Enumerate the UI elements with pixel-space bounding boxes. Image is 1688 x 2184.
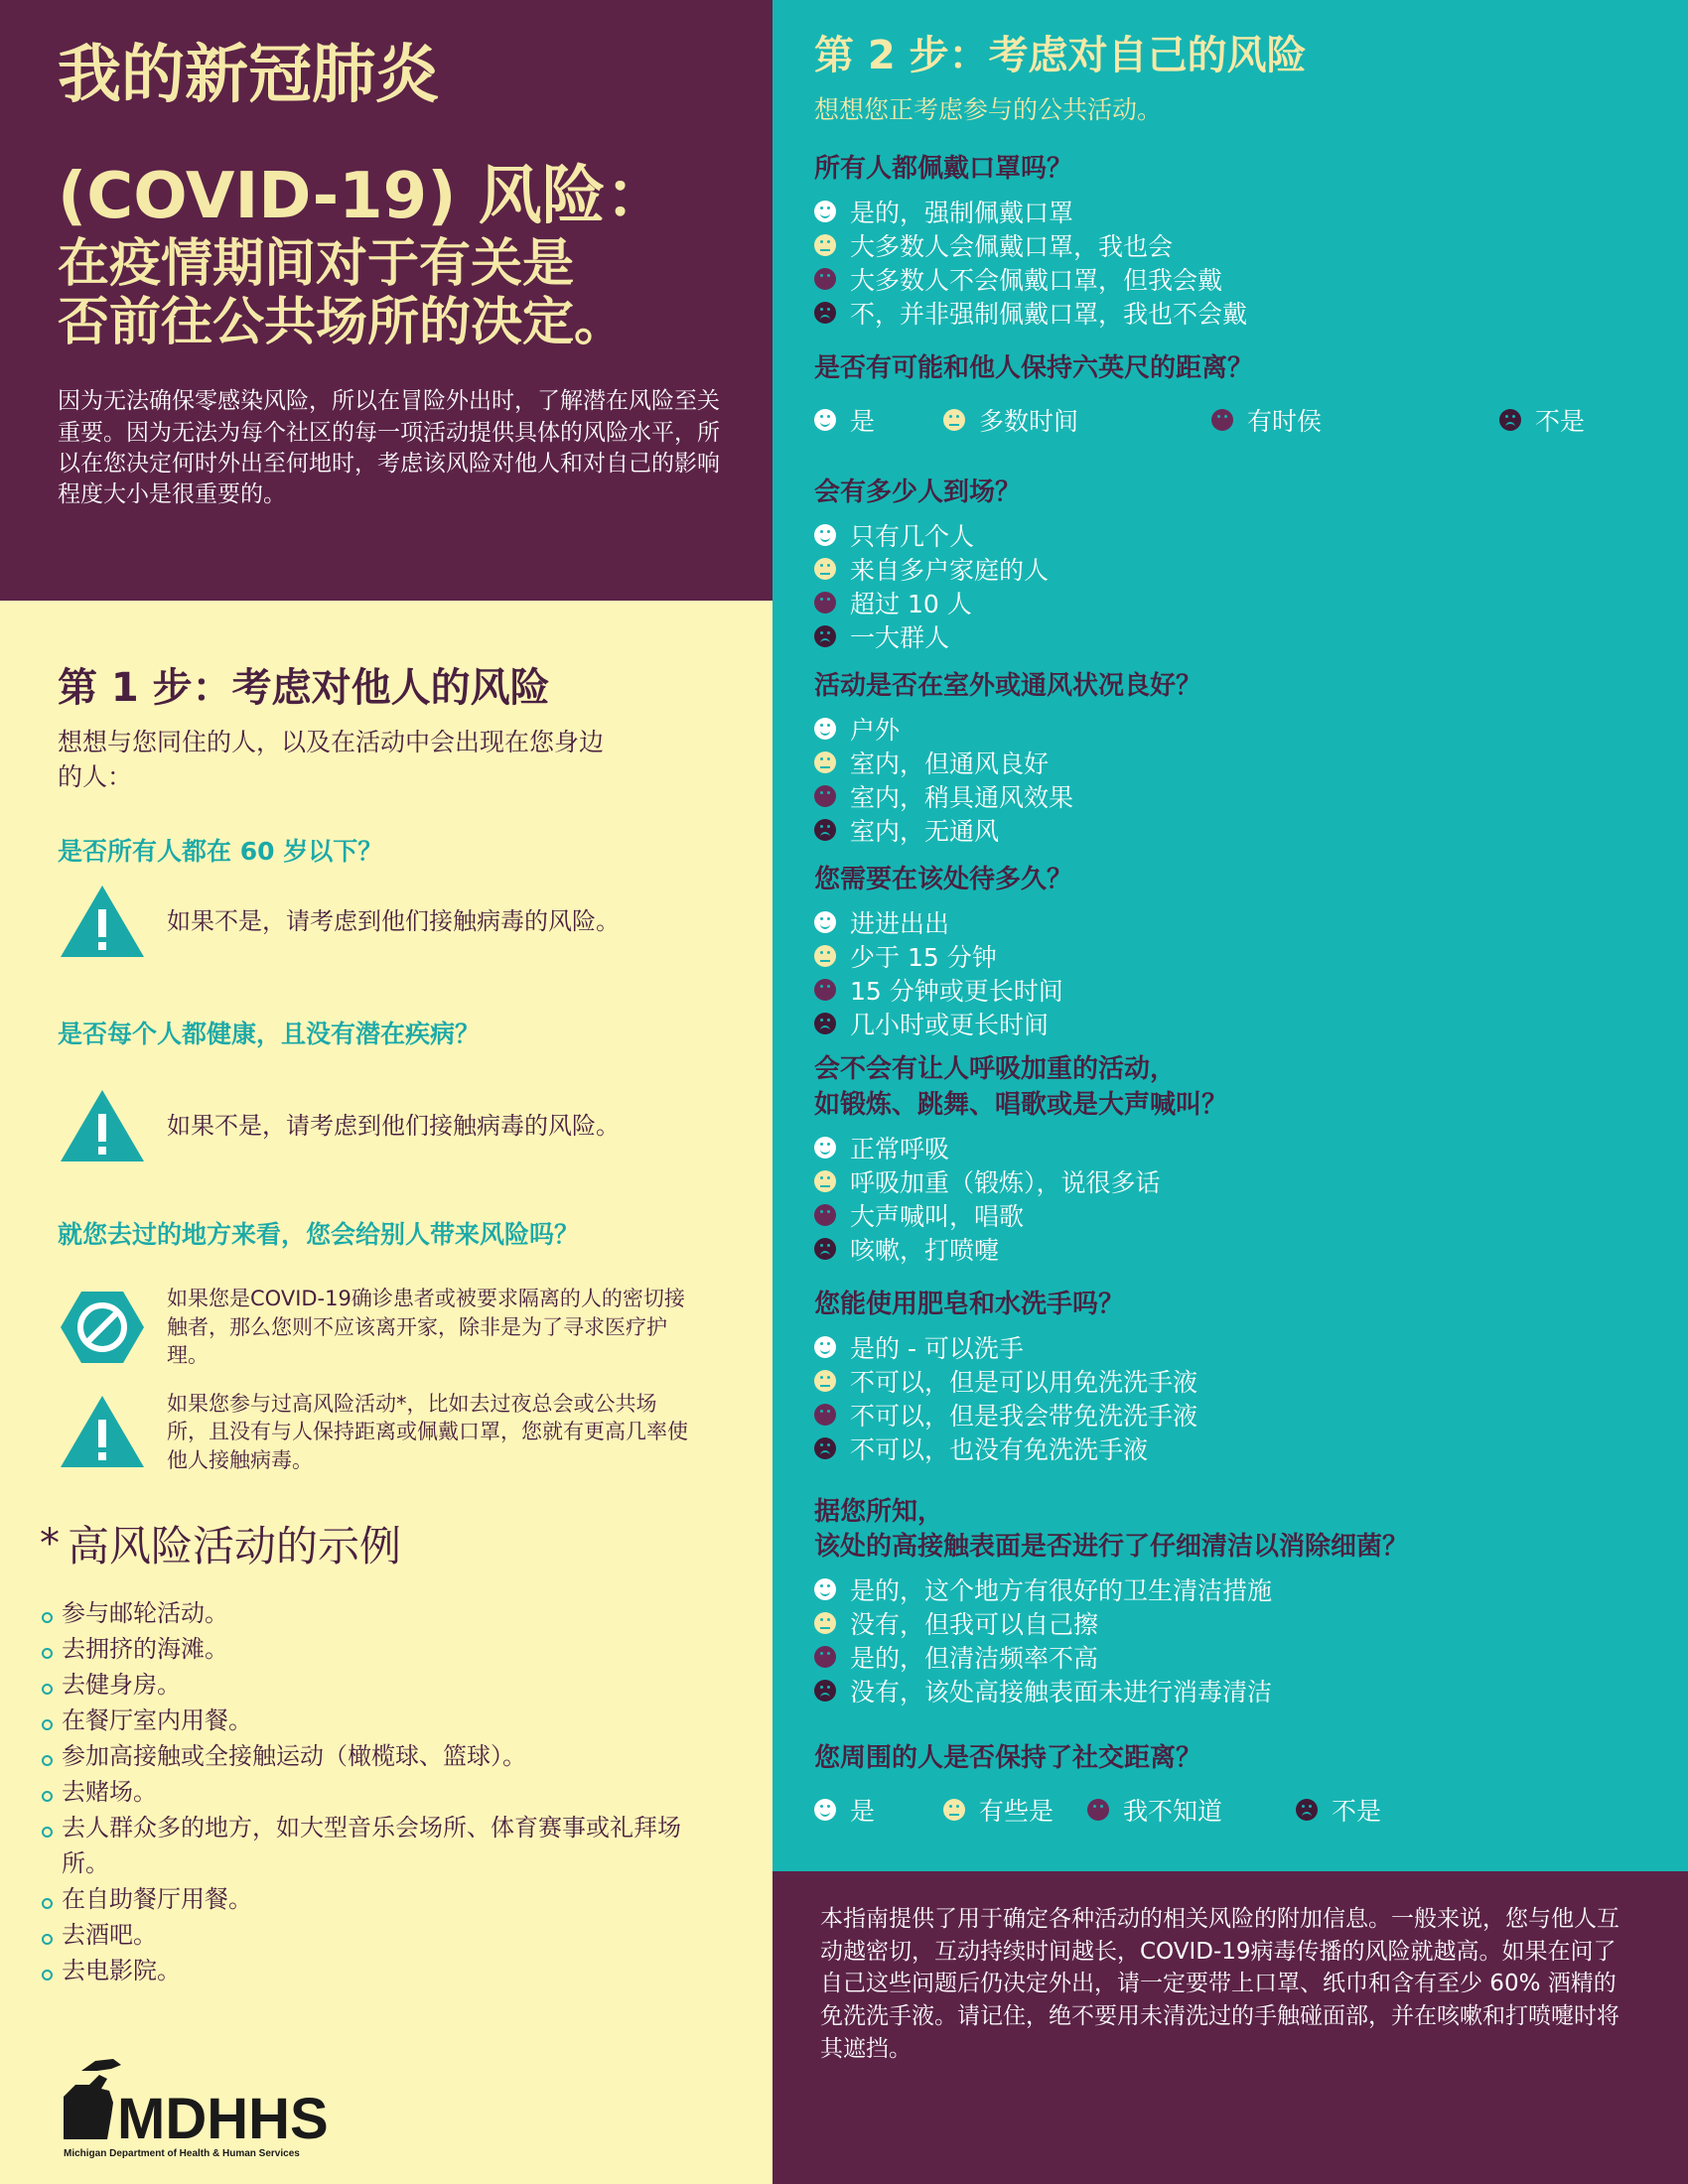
option-label: 只有几个人 xyxy=(850,522,975,552)
option-best xyxy=(814,403,943,437)
sad-face-icon xyxy=(814,1680,836,1702)
step1-subtitle: 想想与您同住的人，以及在活动中会出现在您身边的人： xyxy=(58,728,605,791)
question-crowd-size: 会有多少人到场？ xyxy=(814,478,1022,508)
option-worst xyxy=(814,1007,1646,1040)
option-label: 大多数人会佩戴口罩，我也会 xyxy=(850,232,1174,262)
sad-face-icon xyxy=(814,1437,836,1459)
option-label: 不可以，也没有免洗洗手液 xyxy=(850,1434,1149,1464)
option-label: 呼吸加重（锻炼），说很多话 xyxy=(850,1167,1161,1197)
option-label: 几小时或更长时间 xyxy=(850,1011,1050,1040)
option-worst xyxy=(814,1674,1646,1707)
sad-face-icon xyxy=(814,1013,836,1034)
option-worst xyxy=(814,813,1646,847)
option-good xyxy=(814,1606,1646,1640)
list-item: 在自助餐厅用餐。 xyxy=(42,1881,715,1917)
prohibited-block xyxy=(58,1285,715,1370)
option-label: 户外 xyxy=(850,716,901,746)
question-distance: 是否有可能和他人保持六英尺的距离？ xyxy=(814,353,1254,384)
high-risk-heading xyxy=(40,1514,715,1573)
options-row xyxy=(814,1790,1646,1830)
option-good xyxy=(943,1793,1087,1827)
option-label: 室内，但通风良好 xyxy=(850,750,1050,779)
warning-triangle-icon xyxy=(58,1392,147,1471)
neutral-face-icon xyxy=(814,234,836,256)
option-label: 是 xyxy=(850,1797,876,1827)
high-risk-title: 高风险活动的示例 xyxy=(68,1522,402,1571)
header-panel xyxy=(0,0,773,601)
happy-face-icon xyxy=(814,524,836,546)
warning-block xyxy=(58,882,715,961)
option-label: 不可以，但是我会带免洗洗手液 xyxy=(850,1401,1198,1431)
question-ventilation: 活动是否在室外或通风状况良好？ xyxy=(814,671,1202,702)
option-fair xyxy=(814,973,1646,1007)
option-label: 正常呼吸 xyxy=(850,1134,950,1163)
question-line: 据您所知， xyxy=(814,1496,944,1527)
sad-face-icon xyxy=(814,819,836,841)
list-item: 去电影院。 xyxy=(42,1953,715,1988)
question-line: 该处的高接触表面是否进行了仔细清洁以消除细菌？ xyxy=(814,1531,1409,1562)
plain-face-icon xyxy=(1211,409,1233,431)
option-good xyxy=(814,552,1646,586)
page-subtitle-line1: 在疫情期间对于有关是 xyxy=(58,234,575,295)
option-label: 不是 xyxy=(1332,1797,1382,1827)
option-fair xyxy=(1087,1793,1296,1827)
option-fair xyxy=(814,262,1646,296)
warning-text: 如果不是，请考虑到他们接触病毒的风险。 xyxy=(167,1111,620,1140)
happy-face-icon xyxy=(814,718,836,740)
option-label: 没有，该处高接触表面未进行消毒清洁 xyxy=(850,1677,1273,1706)
option-label: 没有，但我可以自己擦 xyxy=(850,1609,1099,1639)
option-good xyxy=(814,228,1646,262)
high-risk-contact-text: 如果您参与过高风险活动*，比如去过夜总会或公共场所，且没有与人保持距离或佩戴口罩，您就有更高几率使他人接触病毒。 xyxy=(167,1391,688,1472)
warning-block xyxy=(58,1086,715,1165)
footer-text: 本指南提供了用于确定各种活动的相关风险的附加信息。一般来说，您与他人互动越密切，互动持续时间越长，COVID-19病毒传播的风险就越高。如果在问了自己这些问题后仍决定外出，请一定要带上口罩、纸巾和含有至少 60% 酒精的免洗洗手液。请记住，绝不要用未清洗过的手触碰面部，并在咳嗽和打喷嚏时将其遮挡。 xyxy=(820,1906,1619,2062)
neutral-face-icon xyxy=(943,1799,965,1821)
happy-face-icon xyxy=(814,409,836,431)
plain-face-icon xyxy=(814,1204,836,1226)
option-label: 有些是 xyxy=(979,1797,1055,1827)
option-fair xyxy=(814,1640,1646,1674)
option-label: 室内，无通风 xyxy=(850,817,1000,847)
happy-face-icon xyxy=(814,1799,836,1821)
question-handwashing: 您能使用肥皂和水洗手吗？ xyxy=(814,1289,1125,1319)
happy-face-icon xyxy=(814,1137,836,1159)
option-label: 我不知道 xyxy=(1123,1797,1223,1827)
step1-question-travel: 就您去过的地方来看，您会给别人带来风险吗？ xyxy=(58,1220,580,1249)
neutral-face-icon xyxy=(814,751,836,773)
neutral-face-icon xyxy=(943,409,965,431)
list-item: 参加高接触或全接触运动（橄榄球、篮球）。 xyxy=(42,1738,715,1774)
options-list xyxy=(814,1131,1646,1266)
options-row xyxy=(814,400,1646,440)
option-best xyxy=(814,1330,1646,1364)
plain-face-icon xyxy=(814,1404,836,1426)
option-good xyxy=(814,1364,1646,1398)
option-best xyxy=(814,905,1646,939)
option-worst xyxy=(1296,1793,1381,1827)
list-item: 参与邮轮活动。 xyxy=(42,1595,715,1631)
option-label: 超过 10 人 xyxy=(850,590,972,619)
plain-face-icon xyxy=(814,592,836,614)
plain-face-icon xyxy=(814,785,836,807)
step1-title: 第 1 步：考虑对他人的风险 xyxy=(58,665,550,711)
option-label: 进进出出 xyxy=(850,909,950,939)
options-list xyxy=(814,1572,1646,1707)
option-label: 有时侯 xyxy=(1247,407,1323,437)
option-label: 不，并非强制佩戴口罩，我也不会戴 xyxy=(850,300,1248,330)
warning-triangle-icon xyxy=(58,882,147,961)
option-label: 一大群人 xyxy=(850,623,950,653)
option-best xyxy=(814,518,1646,552)
sad-face-icon xyxy=(814,1238,836,1260)
logo-letters: MDHHS xyxy=(117,2087,329,2151)
neutral-face-icon xyxy=(814,945,836,967)
question-duration: 您需要在该处待多久？ xyxy=(814,865,1073,895)
options-list xyxy=(814,1330,1646,1465)
question-heavy-breathing xyxy=(814,1052,1646,1122)
warning-text: 如果不是，请考虑到他们接触病毒的风险。 xyxy=(167,906,620,935)
option-good xyxy=(814,746,1646,779)
list-item: 去酒吧。 xyxy=(42,1917,715,1953)
sad-face-icon xyxy=(1296,1799,1318,1821)
sad-face-icon xyxy=(1499,409,1521,431)
option-worst xyxy=(1499,403,1585,437)
option-good xyxy=(943,403,1211,437)
footer-panel xyxy=(773,1871,1688,2184)
option-best xyxy=(814,1131,1646,1164)
option-label: 大声喊叫，唱歌 xyxy=(850,1201,1025,1231)
warning-block xyxy=(58,1390,715,1475)
option-best xyxy=(814,195,1646,228)
asterisk: * xyxy=(40,1521,60,1568)
plain-face-icon xyxy=(1087,1799,1109,1821)
list-item: 去健身房。 xyxy=(42,1667,715,1703)
sad-face-icon xyxy=(814,625,836,647)
option-label: 室内，稍具通风效果 xyxy=(850,783,1074,813)
mdhhs-logo xyxy=(56,2045,353,2164)
option-best xyxy=(814,1793,943,1827)
neutral-face-icon xyxy=(814,558,836,580)
list-item: 去赌场。 xyxy=(42,1774,715,1810)
question-line: 会不会有让人呼吸加重的活动， xyxy=(814,1054,1177,1085)
list-item: 去拥挤的海滩。 xyxy=(42,1631,715,1667)
warning-triangle-icon xyxy=(58,1086,147,1165)
option-label: 来自多户家庭的人 xyxy=(850,556,1050,586)
option-worst xyxy=(814,619,1646,653)
step1-question-health: 是否每个人都健康，且没有潜在疾病？ xyxy=(58,1020,481,1048)
option-best xyxy=(814,1572,1646,1606)
step1-panel xyxy=(0,601,773,2184)
option-label: 少于 15 分钟 xyxy=(850,943,997,973)
neutral-face-icon xyxy=(814,1170,836,1192)
happy-face-icon xyxy=(814,201,836,222)
step2-subtitle: 想想您正考虑参与的公共活动。 xyxy=(814,95,1163,124)
happy-face-icon xyxy=(814,1336,836,1358)
neutral-face-icon xyxy=(814,1370,836,1392)
options-list xyxy=(814,518,1646,653)
option-fair xyxy=(814,1398,1646,1432)
sad-face-icon xyxy=(814,302,836,324)
question-surface-cleaning xyxy=(814,1495,1646,1565)
prohibited-icon xyxy=(58,1288,147,1367)
high-risk-list xyxy=(42,1595,715,1988)
options-list xyxy=(814,905,1646,1040)
happy-face-icon xyxy=(814,1578,836,1600)
option-worst xyxy=(814,296,1646,330)
option-label: 不是 xyxy=(1535,407,1586,437)
option-good xyxy=(814,1164,1646,1198)
option-fair xyxy=(814,1198,1646,1232)
option-worst xyxy=(814,1432,1646,1465)
plain-face-icon xyxy=(814,268,836,290)
option-label: 多数时间 xyxy=(979,407,1079,437)
option-label: 不可以，但是可以用免洗洗手液 xyxy=(850,1367,1198,1397)
page-title-line2: (COVID-19) 风险： xyxy=(58,159,669,233)
step1-question-age: 是否所有人都在 60 岁以下？ xyxy=(58,837,383,866)
neutral-face-icon xyxy=(814,1612,836,1634)
option-label: 是的，强制佩戴口罩 xyxy=(850,199,1074,228)
option-label: 15 分钟或更长时间 xyxy=(850,977,1063,1007)
options-list xyxy=(814,712,1646,847)
option-label: 大多数人不会佩戴口罩，但我会戴 xyxy=(850,266,1223,296)
plain-face-icon xyxy=(814,979,836,1001)
happy-face-icon xyxy=(814,911,836,933)
option-worst xyxy=(814,1232,1646,1266)
step2-title: 第 2 步：考虑对自己的风险 xyxy=(814,33,1307,78)
option-fair xyxy=(814,586,1646,619)
option-fair xyxy=(1211,403,1499,437)
page-subtitle-line2: 否前往公共场所的决定。 xyxy=(58,293,627,353)
list-item: 去人群众多的地方，如大型音乐会场所、体育赛事或礼拜场所。 xyxy=(42,1810,727,1881)
option-label: 是的 - 可以洗手 xyxy=(850,1333,1024,1363)
option-label: 是的，这个地方有很好的卫生清洁措施 xyxy=(850,1575,1273,1605)
list-item: 在餐厅室内用餐。 xyxy=(42,1703,715,1738)
option-best xyxy=(814,712,1646,746)
intro-paragraph: 因为无法确保零感染风险，所以在冒险外出时，了解潜在风险至关重要。因为无法为每个社区的每一项活动提供具体的风险水平，所以在您决定何时外出至何地时，考虑该风险对他人和对自己的影响程度大小是很重要的。 xyxy=(58,388,720,508)
options-list xyxy=(814,195,1646,330)
logo-caption: Michigan Department of Health & Human Services xyxy=(64,2148,300,2159)
question-social-distance: 您周围的人是否保持了社交距离？ xyxy=(814,1742,1202,1773)
option-fair xyxy=(814,779,1646,813)
option-good xyxy=(814,939,1646,973)
option-label: 咳嗽，打喷嚏 xyxy=(850,1235,1000,1265)
question-masks: 所有人都佩戴口罩吗？ xyxy=(814,154,1073,184)
step2-panel xyxy=(773,0,1688,1871)
question-line: 如锻炼、跳舞、唱歌或是大声喊叫？ xyxy=(814,1089,1228,1120)
plain-face-icon xyxy=(814,1646,836,1668)
quarantine-text: 如果您是COVID-19确诊患者或被要求隔离的人的密切接触者，那么您则不应该离开家，除非是为了寻求医疗护理。 xyxy=(167,1287,685,1368)
michigan-map-icon xyxy=(56,2045,353,2164)
page-title-line1: 我的新冠肺炎 xyxy=(58,39,439,112)
option-label: 是的，但清洁频率不高 xyxy=(850,1643,1099,1673)
option-label: 是 xyxy=(850,407,876,437)
